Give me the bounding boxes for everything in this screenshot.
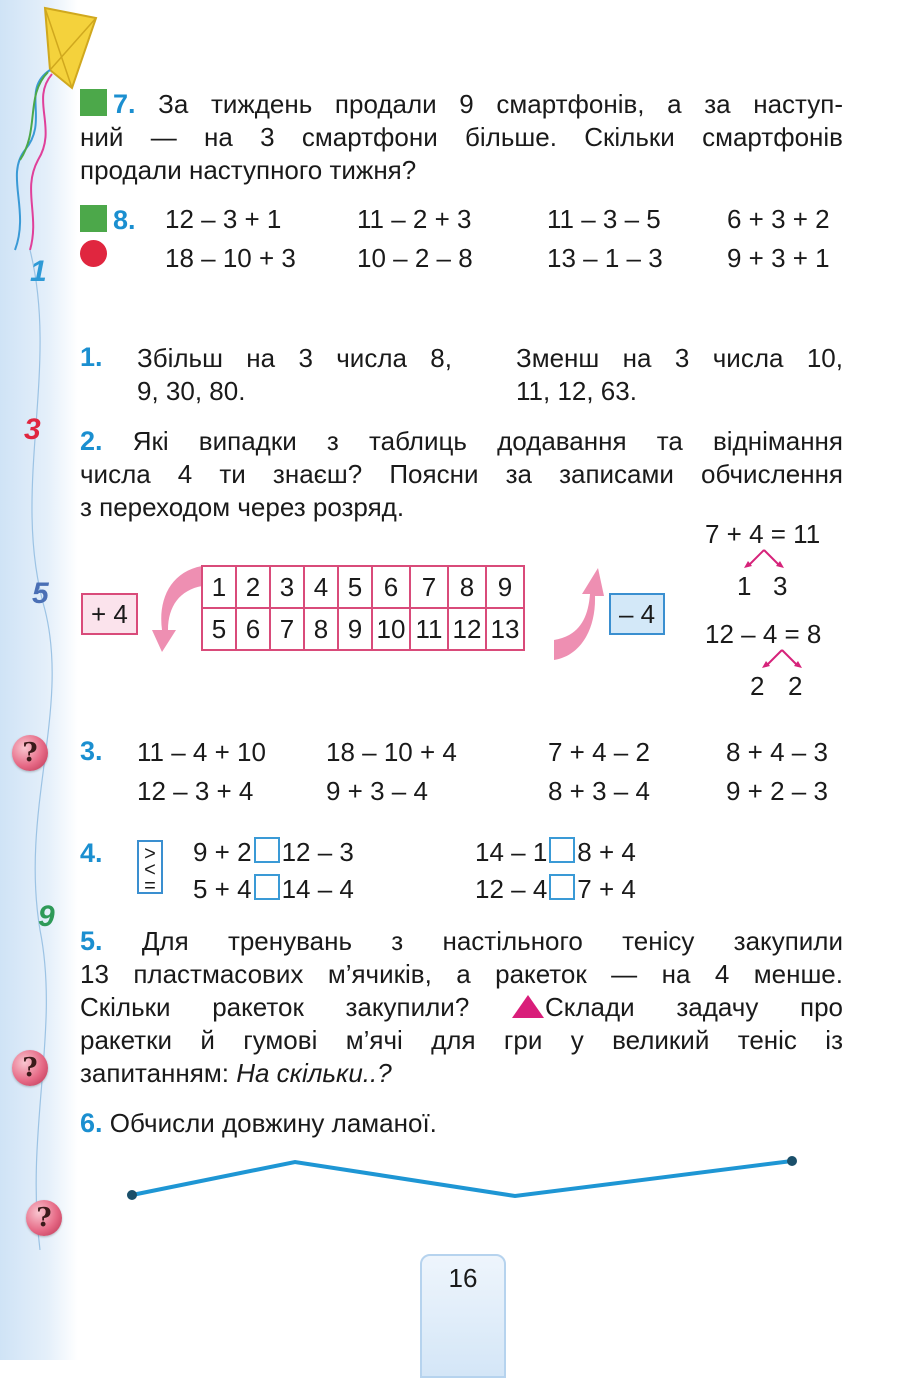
task-8-marker: 8.: [80, 205, 136, 236]
addition-table: [201, 565, 525, 651]
exercise-3-expr: 11 – 4 + 10: [137, 737, 266, 767]
green-square-icon: [80, 89, 107, 116]
exercise-1-left: Збільш на 3 числа 8, 9, 30, 80.: [137, 343, 452, 406]
compare-row: 9 + 2 12 – 3: [193, 837, 354, 867]
exercise-3-expr: 18 – 10 + 4: [326, 737, 457, 767]
answer-box[interactable]: [254, 837, 280, 863]
plus-four-label: + 4: [81, 593, 138, 635]
split-arrows-icon: [740, 548, 790, 570]
sidebar-number-9: 9: [38, 900, 55, 933]
task-8-expr: 12 – 3 + 1: [165, 204, 282, 234]
exercise-3-expr: 9 + 3 – 4: [326, 776, 428, 806]
answer-box[interactable]: [549, 874, 575, 900]
question-mark-icon: ?: [12, 1050, 48, 1086]
table-row: 5 6 7 8 9 10 11 12 13: [202, 608, 524, 650]
left-curved-arrow-icon: [152, 566, 202, 652]
exercise-3-number: 3.: [80, 736, 103, 766]
exercise-3-expr: 12 – 3 + 4: [137, 776, 254, 806]
answer-box[interactable]: [549, 837, 575, 863]
exercise-3-expr: 8 + 3 – 4: [548, 776, 650, 806]
question-mark-icon: ?: [12, 735, 48, 771]
green-square-icon: [80, 205, 107, 232]
page-number-tab: [420, 1254, 506, 1378]
page-number: 16: [448, 1263, 478, 1293]
exercise-3-expr: 7 + 4 – 2: [548, 737, 650, 767]
example-2: 12 – 4 = 8: [705, 619, 822, 649]
exercise-3-expr: 8 + 4 – 3: [726, 737, 828, 767]
comparison-signs: > < =: [137, 840, 163, 894]
compare-row: 12 – 4 7 + 4: [475, 874, 636, 904]
right-curved-arrow-icon: [554, 568, 604, 660]
red-circle-icon: [80, 240, 107, 267]
question-mark-icon: ?: [26, 1200, 62, 1236]
compare-row: 14 – 1 8 + 4: [475, 837, 636, 867]
task-8-expr: 9 + 3 + 1: [727, 243, 830, 273]
exercise-1-number: 1.: [80, 342, 103, 372]
split-1-a: 1: [737, 571, 752, 601]
exercise-1-right: Зменш на 3 числа 10, 11, 12, 63.: [516, 343, 843, 406]
compare-row: 5 + 4 14 – 4: [193, 874, 354, 904]
example-1: 7 + 4 = 11: [705, 519, 821, 549]
broken-line-figure: [120, 1150, 810, 1210]
sidebar-number-1: 1: [30, 255, 47, 288]
split-1-b: 3: [773, 571, 788, 601]
task-8-expr: 6 + 3 + 2: [727, 204, 830, 234]
answer-box[interactable]: [254, 874, 280, 900]
sidebar-number-5: 5: [32, 577, 49, 610]
task-8-expr: 11 – 2 + 3: [357, 204, 472, 234]
task-8-expr: 18 – 10 + 3: [165, 243, 296, 273]
exercise-4-number: 4.: [80, 838, 103, 868]
task-7: 7. За тиждень продали 9 смартфонів, а за наступ- ний — на 3 смартфони більше. Скільки смартфонів продали наступного тижня?: [80, 89, 843, 185]
exercise-3-expr: 9 + 2 – 3: [726, 776, 828, 806]
minus-four-label: – 4: [609, 593, 665, 635]
task-8-expr: 11 – 3 – 5: [547, 204, 661, 234]
split-2-b: 2: [788, 671, 803, 701]
task-8-expr: 13 – 1 – 3: [547, 243, 663, 273]
task-7-text: За тиждень продали 9 смартфонів, а за наступ-: [158, 89, 843, 119]
sidebar-number-3: 3: [24, 413, 41, 446]
exercise-2: 2. Які випадки з таблиць додавання та віднімання числа 4 ти знаєш? Поясни за записами обчислення з переходом через розряд.: [80, 426, 843, 522]
task-8-expr: 10 – 2 – 8: [357, 243, 473, 273]
split-2-a: 2: [750, 671, 765, 701]
exercise-6: 6. Обчисли довжину ламаної.: [80, 1108, 437, 1138]
pink-triangle-icon: [511, 993, 545, 1019]
split-arrows-icon: [758, 648, 808, 670]
table-row: 1 2 3 4 5 6 7 8 9: [202, 566, 524, 608]
exercise-5: 5. Для тренувань з настільного тенісу закупили 13 пластмасових м’ячиків, а ракеток — на 4 менше. Скільки ракеток закупили? Склади задачу про ракетки й гумові м’ячі для гри у великий теніс із запитанням: На скільки..?: [80, 926, 843, 1088]
